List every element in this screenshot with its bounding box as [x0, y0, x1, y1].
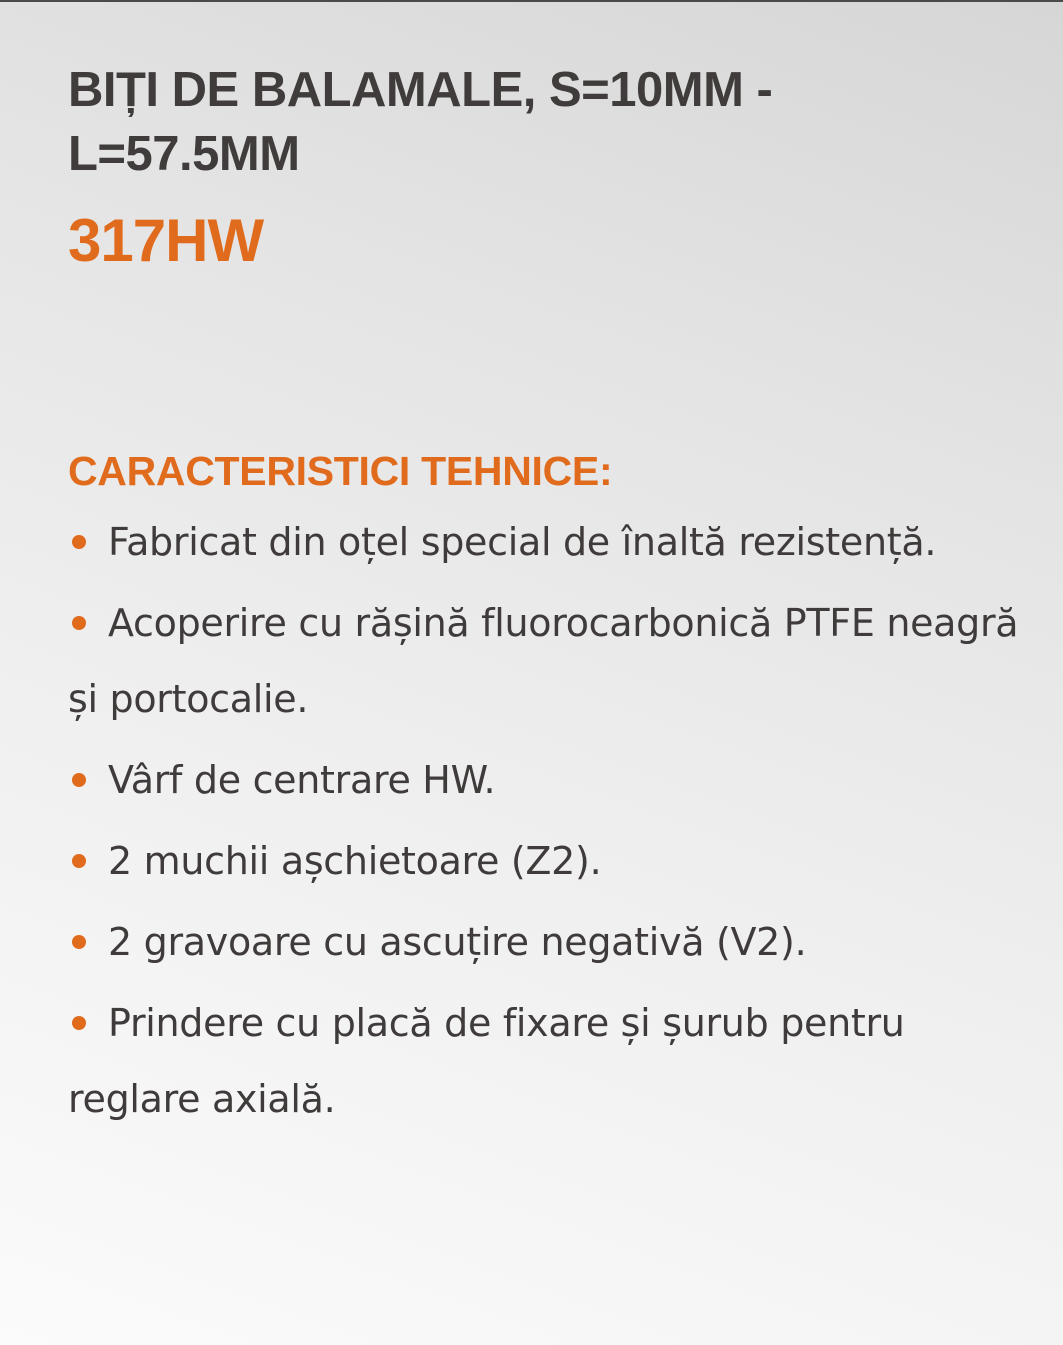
dot-bullet-icon: [72, 535, 86, 549]
spec-item: [68, 585, 1028, 737]
spec-item-text: Prindere cu placă de fixare și șurub pentru reglare axială.: [68, 1001, 905, 1121]
top-edge-divider: [0, 0, 1063, 2]
spec-item-text: 2 gravoare cu ascuțire negativă (V2).: [108, 920, 807, 964]
spec-item-text: 2 muchii așchietoare (Z2).: [108, 839, 602, 883]
spec-item-text: Acoperire cu rășină fluorocarbonică PTFE neagră și portocalie.: [68, 601, 1019, 721]
product-spec-card: [68, 58, 1028, 1121]
spec-item: [68, 823, 1028, 899]
spec-item: [68, 985, 1028, 1137]
specs-heading: CARACTERISTICI TEHNICE:: [68, 448, 613, 494]
spec-item-text: Vârf de centrare HW.: [108, 758, 496, 802]
spec-item: [68, 904, 1028, 980]
spec-item-text: Fabricat din oțel special de înaltă rezistență.: [108, 520, 937, 564]
dot-bullet-icon: [72, 935, 86, 949]
spec-item: [68, 504, 1028, 580]
product-code: 317HW: [68, 207, 264, 274]
product-title: BIȚI DE BALAMALE, S=10MM - L=57.5MM: [68, 63, 773, 181]
dot-bullet-icon: [72, 854, 86, 868]
spec-item: [68, 742, 1028, 818]
dot-bullet-icon: [72, 773, 86, 787]
dot-bullet-icon: [72, 1016, 86, 1030]
dot-bullet-icon: [72, 616, 86, 630]
specs-list: [68, 504, 1028, 1142]
